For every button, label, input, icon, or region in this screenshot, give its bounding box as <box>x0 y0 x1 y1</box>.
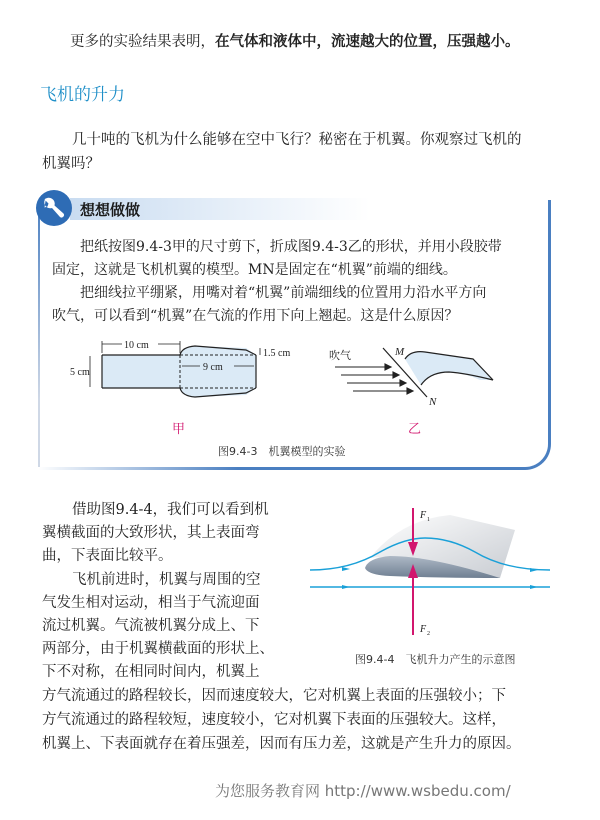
activity-box-bottom-fade <box>38 467 238 471</box>
dim-5cm-label: 5 cm <box>70 367 90 378</box>
activity-para1-line2: 固定，这就是飞机机翼的模型。MN是固定在“机翼”前端的细线。 <box>52 262 457 278</box>
intro-normal: 更多的实验结果表明， <box>70 34 215 50</box>
activity-para1-line1: 把纸按图9.4-3甲的尺寸剪下，折成图9.4-3乙的形状，并用小段胶带 <box>80 239 502 255</box>
body-line-8: 下不对称，在相同时间内，机翼上 <box>42 664 260 680</box>
section-title: 飞机的升力 <box>40 85 125 105</box>
body-line-5: 气发生相对运动，相当于气流迎面 <box>42 595 260 611</box>
figure-943-part-b <box>325 345 505 420</box>
section-paragraph-line2: 机翼吗？ <box>42 156 100 172</box>
section-paragraph-line1: 几十吨的飞机为什么能够在空中飞行？秘密在于机翼。你观察过飞机的 <box>72 132 522 148</box>
figure-943-caption: 图9.4-3 机翼模型的实验 <box>218 445 346 458</box>
intro-bold-conclusion: 在气体和液体中，流速越大的位置，压强越小。 <box>215 34 520 50</box>
body-line-1: 借助图9.4-4，我们可以看到机 <box>72 502 269 518</box>
force-f2-subscript: 2 <box>427 631 430 637</box>
footer-watermark: 为您服务教育网 http://www.wsbedu.com/ <box>215 782 511 800</box>
force-f1-subscript: 1 <box>427 517 430 523</box>
body-line-3: 曲，下表面比较平。 <box>42 548 173 564</box>
wrench-icon <box>36 190 72 226</box>
body-line-7: 两部分，由于机翼横截面的形状上、 <box>42 641 274 657</box>
body-line-6: 流过机翼。气流被机翼分成上、下 <box>42 618 260 634</box>
activity-box-title: 想想做做 <box>80 201 141 219</box>
figure-943-part-a <box>70 340 320 420</box>
activity-para2-line2: 吹气，可以看到“机翼”在气流的作用下向上翘起。这是什么原因？ <box>52 308 459 324</box>
point-n-label: N <box>429 396 437 408</box>
figure-944-airfoil-diagram <box>310 500 570 640</box>
body-full-line-1: 方气流通过的路程较长，因而速度较大，它对机翼上表面的压强较小；下 <box>42 688 506 704</box>
dim-9cm-label: 9 cm <box>203 362 223 373</box>
figure-label-yi: 乙 <box>408 422 422 437</box>
force-f1-label: F <box>420 510 427 521</box>
dim-10cm-label: 10 cm <box>124 340 149 351</box>
figure-944-caption: 图9.4-4 飞机升力产生的示意图 <box>355 653 516 666</box>
body-full-line-3: 机翼上、下表面就存在着压强差，因而有压力差，这就是产生升力的原因。 <box>42 736 521 752</box>
activity-para2-line1: 把细线拉平绷紧，用嘴对着“机翼”前端细线的位置用力沿水平方向 <box>80 285 487 301</box>
dim-1-5cm-label: 1.5 cm <box>263 348 291 359</box>
blow-air-label: 吹气 <box>329 349 351 362</box>
intro-statement <box>70 30 590 54</box>
activity-box-left-border <box>38 200 40 400</box>
figure-label-jia: 甲 <box>172 422 186 437</box>
body-line-2: 翼横截面的大致形状，其上表面弯 <box>42 525 260 541</box>
body-line-4: 飞机前进时，机翼与周围的空 <box>72 572 261 588</box>
body-full-line-2: 方气流通过的路程较短，速度较小，它对机翼下表面的压强较大。这样， <box>42 712 506 728</box>
force-f2-label: F <box>420 624 427 635</box>
point-m-label: M <box>395 346 405 358</box>
